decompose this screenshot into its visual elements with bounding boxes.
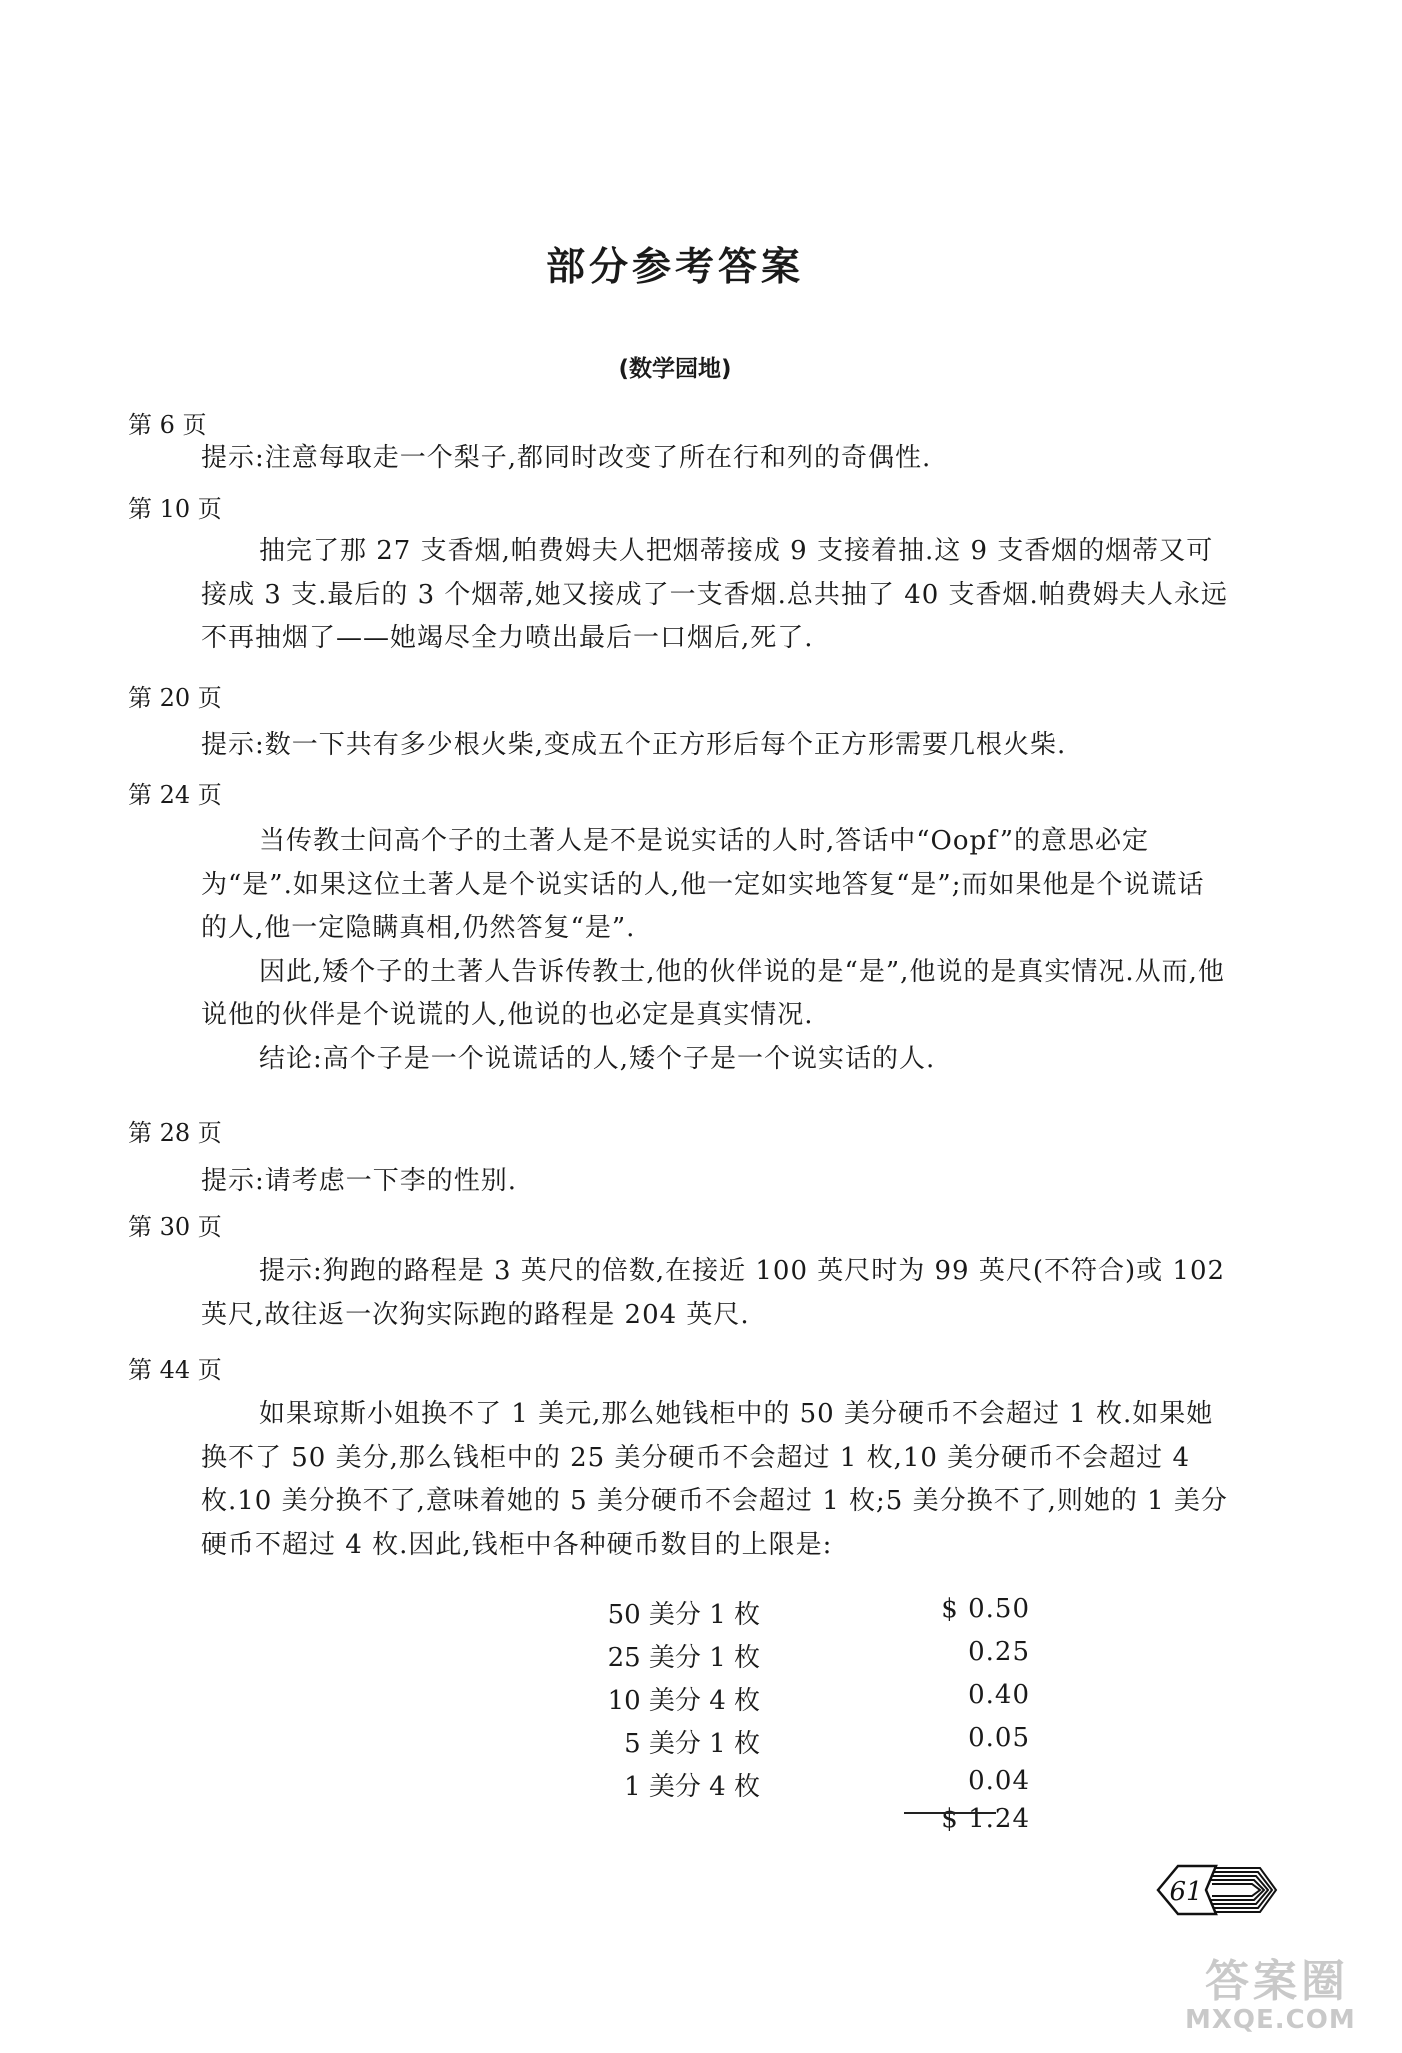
coin-value: 0.25 bbox=[968, 1637, 1030, 1667]
coin-label: 25 美分 1 枚 bbox=[607, 1643, 760, 1673]
document-title: 部分参考答案 bbox=[545, 245, 804, 290]
page-number-badge bbox=[1148, 1850, 1278, 1930]
page-heading-30: 第 30 页 bbox=[128, 1213, 222, 1241]
section-subtitle: (数学园地) bbox=[618, 356, 732, 382]
coin-label: 10 美分 4 枚 bbox=[607, 1686, 760, 1716]
coin-row bbox=[560, 1680, 1030, 1720]
page-heading-24: 第 24 页 bbox=[128, 781, 222, 809]
answer-paragraph: 提示:请考虑一下李的性别. bbox=[201, 1166, 518, 1196]
watermark-logo-text: 答案圈 bbox=[1205, 1956, 1349, 2007]
answer-block-10 bbox=[201, 530, 1231, 661]
answer-paragraph: 因此,矮个子的土著人告诉传教士,他的伙伴说的是“是”,他说的是真实情况.从而,他说他的伙伴是个说谎的人,他说的也必定是真实情况. bbox=[201, 956, 1225, 1030]
coin-label: 1 美分 4 枚 bbox=[624, 1772, 760, 1802]
answer-block-24 bbox=[201, 820, 1231, 1081]
watermark bbox=[1165, 1935, 1395, 2045]
coin-value: 0.40 bbox=[968, 1680, 1030, 1710]
coin-value: 0.04 bbox=[968, 1766, 1030, 1796]
answer-block-44 bbox=[201, 1393, 1231, 1567]
coin-total: $ 1.24 bbox=[941, 1804, 1030, 1834]
answer-paragraph: 当传教士问高个子的土著人是不是说实话的人时,答话中“Oopf”的意思必定为“是”.如果这位土著人是个说实话的人,他一定如实地答复“是”;而如果他是个说谎话的人,他一定隐瞒真相,仍然答复“是”. bbox=[201, 826, 1205, 943]
page-heading-10: 第 10 页 bbox=[128, 495, 222, 523]
arrow-badge-icon bbox=[1148, 1850, 1278, 1930]
page-heading-20: 第 20 页 bbox=[128, 684, 222, 712]
answer-paragraph: 提示:狗跑的路程是 3 英尺的倍数,在接近 100 英尺时为 99 英尺(不符合)或 102 英尺,故往返一次狗实际跑的路程是 204 英尺. bbox=[201, 1256, 1226, 1330]
page-heading-6: 第 6 页 bbox=[128, 411, 207, 439]
answer-paragraph: 提示:数一下共有多少根火柴,变成五个正方形后每个正方形需要几根火柴. bbox=[201, 730, 1067, 760]
coin-value: $ 0.50 bbox=[941, 1594, 1030, 1624]
coin-row bbox=[560, 1594, 1030, 1634]
coin-row bbox=[560, 1637, 1030, 1677]
coin-total-row bbox=[560, 1804, 1030, 1844]
watermark-url: MXQE.COM bbox=[1185, 2005, 1356, 2035]
coin-row bbox=[560, 1723, 1030, 1763]
sum-divider bbox=[904, 1812, 996, 1814]
answer-paragraph: 如果琼斯小姐换不了 1 美元,那么她钱柜中的 50 美分硬币不会超过 1 枚.如果她换不了 50 美分,那么钱柜中的 25 美分硬币不会超过 1 枚,10 美分硬币不会超过 4 枚.10 美分换不了,意味着她的 5 美分硬币不会超过 1 枚;5 美分换不了,则她的 1 美分硬币不超过 4 枚.因此,钱柜中各种硬币数目的上限是: bbox=[201, 1399, 1228, 1560]
coin-label: 5 美分 1 枚 bbox=[624, 1729, 760, 1759]
coin-value: 0.05 bbox=[968, 1723, 1030, 1753]
page-heading-28: 第 28 页 bbox=[128, 1119, 222, 1147]
answer-paragraph: 抽完了那 27 支香烟,帕费姆夫人把烟蒂接成 9 支接着抽.这 9 支香烟的烟蒂又可接成 3 支.最后的 3 个烟蒂,她又接成了一支香烟.总共抽了 40 支香烟.帕费姆夫人永远不再抽烟了——她竭尽全力喷出最后一口烟后,死了. bbox=[201, 536, 1228, 653]
page-number: 61 bbox=[1169, 1877, 1203, 1907]
answer-block-30 bbox=[201, 1250, 1231, 1337]
page-heading-44: 第 44 页 bbox=[128, 1356, 222, 1384]
coin-label: 50 美分 1 枚 bbox=[607, 1600, 760, 1630]
answer-paragraph: 提示:注意每取走一个梨子,都同时改变了所在行和列的奇偶性. bbox=[201, 443, 932, 473]
answer-paragraph: 结论:高个子是一个说谎话的人,矮个子是一个说实话的人. bbox=[259, 1043, 936, 1074]
coin-row bbox=[560, 1766, 1030, 1806]
